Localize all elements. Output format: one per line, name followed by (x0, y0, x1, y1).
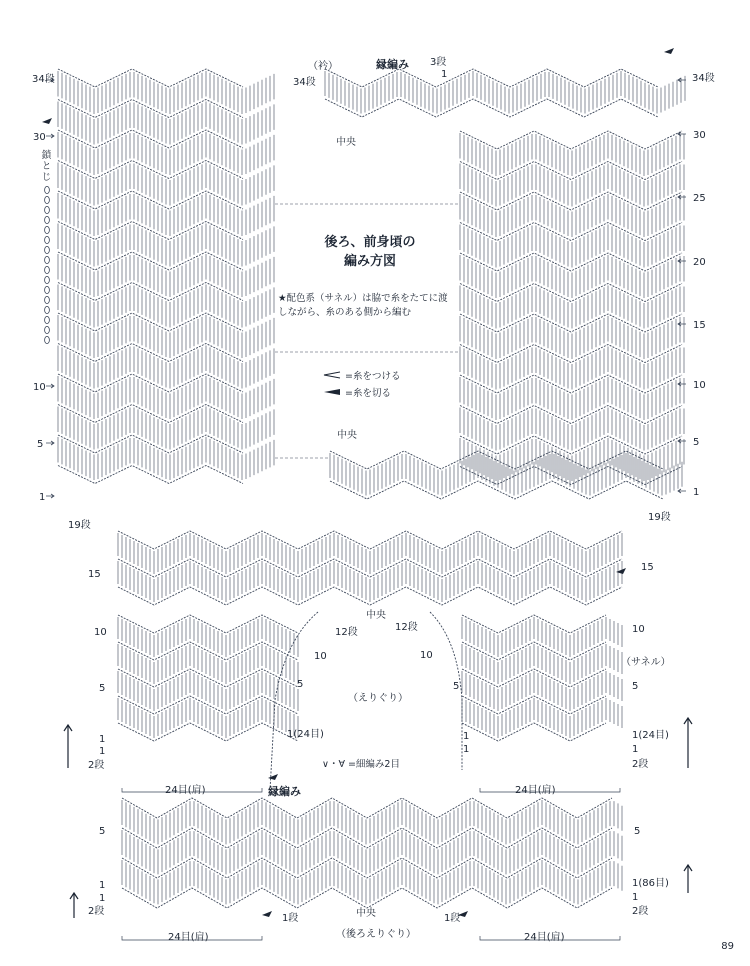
legend-attach-text: =糸をつける (345, 371, 401, 382)
left-shoulder-row (118, 723, 298, 741)
label-row5-neckleft: 5 (297, 679, 304, 690)
label-row15-right: 15 (693, 320, 706, 331)
front-right-panel-row (460, 345, 682, 363)
left-shoulder-row (118, 642, 298, 660)
label-center-bottom: 中央 (356, 908, 376, 919)
stitch-fans (460, 133, 684, 176)
stitch-fans (122, 860, 622, 904)
chart-title (290, 233, 450, 271)
cut-yarn-marker (262, 911, 272, 917)
label-row1-a: 1 (99, 734, 106, 745)
label-row10-neckleft: 10 (314, 651, 327, 662)
label-chain-join: 鎖とじ (41, 150, 52, 183)
stitch-fans (325, 71, 685, 114)
cut-yarn-icon (322, 388, 342, 396)
chain-stitch (45, 226, 50, 233)
label-row5-neckright: 5 (453, 681, 460, 692)
label-row2-left: 2段 (88, 760, 105, 771)
label-sanel: （サネル） (621, 657, 671, 668)
row-pointer (678, 259, 686, 263)
label-row3: 3段 (430, 57, 447, 68)
legend-cut (322, 385, 391, 399)
chain-stitch (45, 256, 50, 263)
front-right-panel-row (460, 406, 682, 424)
label-row10-midright: 10 (632, 624, 645, 635)
label-row30-right: 30 (693, 130, 706, 141)
label-row5-right: 5 (693, 437, 700, 448)
label-row20-right: 20 (693, 257, 706, 268)
label-border-bottom: 縁編み (268, 785, 301, 798)
chain-stitch (45, 206, 50, 213)
label-row5-botright: 5 (634, 826, 641, 837)
chain-stitch (45, 246, 50, 253)
legend-decrease (322, 756, 400, 770)
cut-yarn-marker (268, 774, 278, 780)
row-pointer (46, 384, 54, 388)
label-row25-right: 25 (693, 193, 706, 204)
row-pointer (678, 322, 686, 326)
label-row1-bot-c: 1 (632, 892, 639, 903)
label-row1-24-left: 1(24目) (287, 729, 324, 740)
label-row1-bot-a: 1 (99, 880, 106, 891)
label-row2-botleft: 2段 (88, 906, 105, 917)
label-row34-mid: 34段 (293, 77, 316, 88)
label-row10-neckright: 10 (420, 650, 433, 661)
row-pointer (46, 494, 54, 498)
label-row1-b: 1 (99, 746, 106, 757)
stitch-fans (122, 800, 622, 844)
label-row1-left: 1 (39, 492, 46, 503)
label-row5-midright: 5 (632, 681, 639, 692)
label-row10-midleft: 10 (94, 627, 107, 638)
left-shoulder-row (118, 615, 298, 633)
label-row1-e: 1 (632, 744, 639, 755)
label-row34-left: 34段 (32, 74, 55, 85)
chain-stitch (45, 236, 50, 243)
legend-attach (322, 368, 400, 382)
chain-stitch (45, 296, 50, 303)
chain-stitch (45, 336, 50, 343)
cut-yarn-marker (42, 118, 52, 124)
label-row2-right: 2段 (632, 759, 649, 770)
front-right-panel-row (460, 223, 682, 241)
title-line2: 編み方図 (343, 254, 396, 269)
chain-stitch (45, 216, 50, 223)
label-row1-right: 1 (693, 487, 700, 498)
label-row2-botright: 2段 (632, 906, 649, 917)
label-row10-left: 10 (33, 382, 46, 393)
label-row1-c: 1 (463, 731, 470, 742)
label-row10-right: 10 (693, 380, 706, 391)
front-right-panel-row (460, 253, 682, 271)
title-line1: 後ろ、前身頃の (324, 235, 416, 250)
label-row1-d: 1 (463, 744, 470, 755)
label-border-top: 縁編み (376, 58, 409, 71)
row-pointer (678, 195, 686, 199)
legend-cut-text: =糸を切る (345, 388, 391, 399)
label-row19-left: 19段 (68, 520, 91, 531)
label-shoulder-right-lower: 24目(肩) (524, 932, 565, 943)
stitch-symbols: ∨・∀ (322, 759, 345, 770)
label-row12-left: 12段 (335, 627, 358, 638)
row-pointer (678, 489, 686, 493)
back-neck-band-row (122, 888, 612, 908)
label-row1-dan-right: 1段 (444, 913, 461, 924)
label-row1-bot-b: 1 (99, 893, 106, 904)
mid-center-strip-row (330, 481, 663, 499)
yoke-band-row (118, 531, 622, 549)
right-shoulder-row (462, 723, 606, 741)
label-row15-midright: 15 (641, 562, 654, 573)
label-collar-back: （衿） (308, 61, 338, 72)
stitch-fans (118, 533, 622, 574)
front-right-panel-row (460, 192, 682, 210)
stitch-fans (122, 830, 622, 874)
row-pointer (46, 134, 54, 138)
label-neckline: （えりぐり） (348, 693, 408, 704)
chain-stitch (45, 266, 50, 273)
label-shoulder-right-upper: 24目(肩) (515, 785, 556, 796)
label-center-mid: 中央 (337, 430, 357, 441)
back-neck-band-row (122, 798, 612, 818)
back-neck-band-row (122, 858, 612, 878)
label-row12-right: 12段 (395, 622, 418, 633)
front-right-panel-row (460, 314, 682, 332)
mid-center-strip-row (330, 451, 663, 469)
label-row1-dan-left: 1段 (282, 913, 299, 924)
chain-stitch (45, 286, 50, 293)
label-row5-midleft: 5 (99, 683, 106, 694)
row-pointer (678, 382, 686, 386)
front-right-panel-row (460, 467, 682, 485)
label-back-neckline: （後ろえりぐり） (336, 929, 416, 940)
chain-stitch (45, 326, 50, 333)
label-row19-right: 19段 (648, 512, 671, 523)
chain-stitch (45, 196, 50, 203)
cut-yarn-marker (664, 48, 674, 54)
chain-stitch (45, 316, 50, 323)
label-row1-top: 1 (441, 69, 448, 80)
legend-decrease-text: =細編み2目 (347, 759, 400, 770)
stitch-fans (58, 71, 274, 114)
front-right-panel-row (460, 162, 682, 180)
left-shoulder-row (118, 669, 298, 687)
label-center-top: 中央 (336, 137, 356, 148)
label-center-lower: 中央 (366, 610, 386, 621)
chain-stitch (45, 186, 50, 193)
stitch-fans (330, 453, 682, 496)
back-neck-band-row (122, 828, 612, 848)
label-row30-left: 30 (33, 132, 46, 143)
color-yarn-note: ★配色系（サネル）は脇で糸をたてに渡しながら、糸のある側から編む (278, 293, 448, 318)
front-right-panel-row (460, 375, 682, 393)
label-row1-86: 1(86目) (632, 878, 669, 889)
label-row34-right: 34段 (692, 73, 715, 84)
label-row5-left: 5 (37, 439, 44, 450)
cut-yarn-marker (616, 568, 626, 574)
label-shoulder-left-upper: 24目(肩) (165, 785, 206, 796)
chain-stitch (45, 276, 50, 283)
front-right-panel-row (460, 284, 682, 302)
page-number: 89 (721, 941, 734, 952)
front-right-panel-row (460, 436, 682, 454)
attach-yarn-icon (322, 371, 342, 379)
row-pointer (46, 441, 54, 445)
back-left-panel-row (58, 69, 243, 87)
front-top-strip-row (325, 99, 658, 117)
left-shoulder-row (118, 696, 298, 714)
label-shoulder-left-lower: 24目(肩) (168, 932, 209, 943)
label-row5-botleft: 5 (99, 826, 106, 837)
front-right-panel-row (460, 131, 682, 149)
row-pointer (678, 439, 686, 443)
label-row15-midleft: 15 (88, 569, 101, 580)
front-top-strip-row (325, 69, 658, 87)
label-row1-24-right: 1(24目) (632, 730, 669, 741)
chain-stitch (45, 306, 50, 313)
